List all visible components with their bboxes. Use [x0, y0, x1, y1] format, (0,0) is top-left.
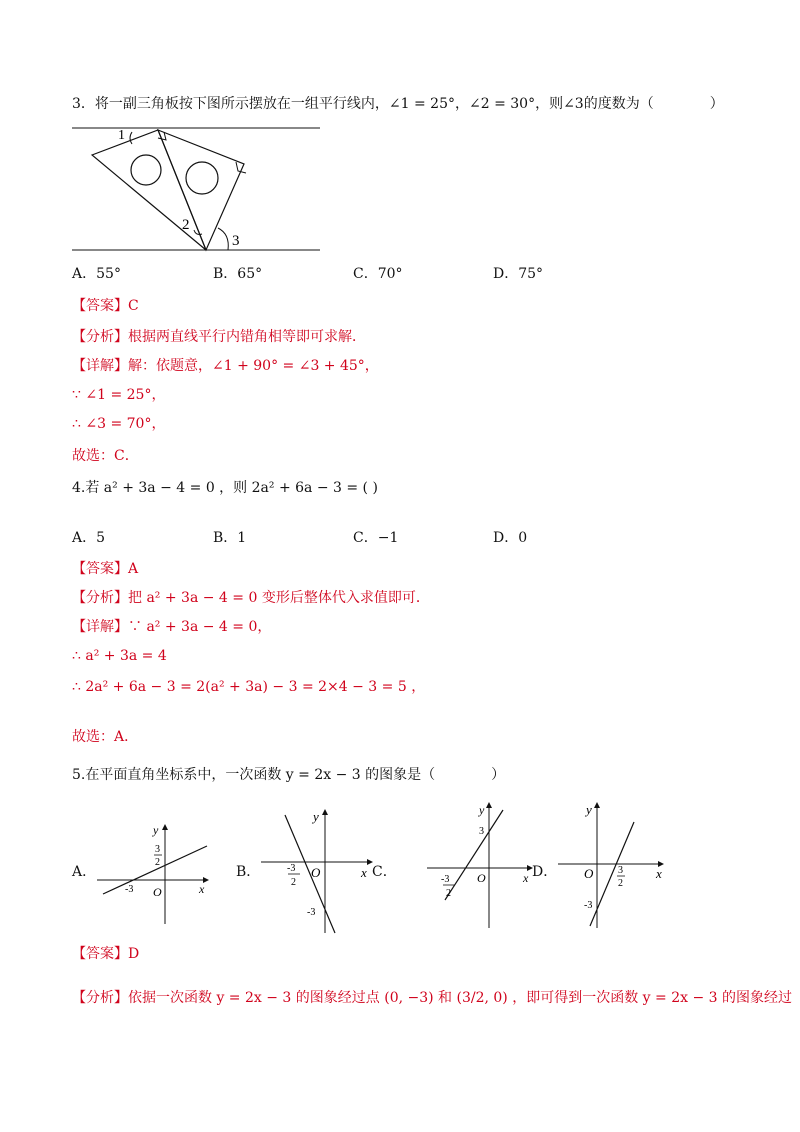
q3-detail-3: ∴ ∠3 = 70°，	[72, 416, 166, 432]
q5-option-b-label: B．	[236, 864, 261, 880]
graph-c-line	[445, 810, 503, 900]
q3-stem: 3．将一副三角板按下图所示摆放在一组平行线内，∠1 = 25°，∠2 = 30°，则∠3的度数为（ ）	[72, 96, 724, 112]
q3-figure	[70, 122, 330, 257]
q3-detail-2: ∵ ∠1 = 25°，	[72, 387, 166, 403]
q5-option-a-label: A．	[72, 864, 97, 880]
svg-text:3: 3	[479, 826, 484, 837]
q4-analysis: 【分析】把 a² + 3a − 4 = 0 变形后整体代入求值即可．	[72, 590, 430, 606]
angle-1-label: 1	[118, 128, 125, 143]
q3-answer: 【答案】C	[72, 298, 139, 314]
svg-text:3: 3	[618, 865, 623, 876]
svg-text:O: O	[153, 885, 162, 899]
q4-answer: 【答案】A	[72, 561, 139, 577]
q3-analysis: 【分析】根据两直线平行内错角相等即可求解．	[72, 329, 366, 345]
svg-text:y: y	[313, 809, 319, 824]
q3-detail-1: 【详解】解：依题意，∠1 + 90° = ∠3 + 45°，	[72, 358, 379, 374]
svg-text:-3: -3	[287, 863, 296, 874]
q4-option-c: C．−1	[353, 530, 399, 546]
q3-choose: 故选：C．	[72, 448, 139, 464]
q4-option-b: B．1	[213, 530, 247, 546]
q5-stem: 5.在平面直角坐标系中，一次函数 y = 2x − 3 的图象是（ ）	[72, 767, 506, 783]
svg-text:x: x	[199, 882, 205, 896]
q5-option-c-label: C．	[372, 864, 397, 880]
q5-graph-c	[423, 800, 548, 930]
q5-graph-d	[554, 800, 679, 935]
q5-graph-a	[95, 820, 225, 930]
q5-analysis: 【分析】依据一次函数 y = 2x − 3 的图象经过点 (0, −3) 和 (3/2, 0) ，即可得到一次函数 y = 2x − 3 的图象经过	[72, 990, 792, 1006]
svg-text:-3: -3	[125, 884, 134, 895]
q5-graph-b	[257, 805, 382, 935]
q3-option-b: B．65°	[213, 266, 263, 282]
svg-text:O: O	[477, 871, 486, 885]
svg-text:-3: -3	[584, 900, 593, 911]
svg-text:y: y	[153, 823, 159, 837]
svg-text:3: 3	[155, 844, 160, 855]
svg-text:2: 2	[291, 877, 296, 888]
svg-text:x: x	[523, 871, 529, 885]
q4-detail-1: 【详解】∵ a² + 3a − 4 = 0，	[72, 619, 272, 635]
svg-text:-3: -3	[441, 874, 450, 885]
svg-text:O: O	[311, 865, 321, 880]
svg-text:x: x	[656, 866, 662, 881]
q4-stem: 4.若 a² + 3a − 4 = 0 ，则 2a² + 6a − 3 = ( )	[72, 480, 378, 496]
q4-detail-3: ∴ 2a² + 6a − 3 = 2(a² + 3a) − 3 = 2×4 − 3 = 5 ，	[72, 679, 426, 695]
q4-choose: 故选：A．	[72, 729, 139, 745]
q3-option-d: D．75°	[493, 266, 544, 282]
svg-text:2: 2	[446, 888, 451, 899]
q3-option-a: A．55°	[72, 266, 121, 282]
angle-3-label: 3	[232, 233, 240, 249]
q4-detail-2: ∴ a² + 3a = 4	[72, 648, 167, 664]
svg-text:2: 2	[618, 878, 623, 889]
q3-option-c: C．70°	[353, 266, 403, 282]
angle-2-label: 2	[182, 217, 190, 233]
q5-answer: 【答案】D	[72, 946, 140, 962]
triangle-30	[158, 130, 244, 250]
svg-text:y: y	[479, 803, 485, 817]
svg-text:x: x	[361, 865, 367, 880]
q4-option-a: A．5	[72, 530, 106, 546]
q5-option-d-label: D．	[532, 864, 558, 880]
q4-option-d: D．0	[493, 530, 528, 546]
svg-text:-3: -3	[307, 907, 316, 918]
svg-text:2: 2	[155, 857, 160, 868]
svg-text:O: O	[584, 866, 594, 881]
svg-text:y: y	[586, 802, 592, 817]
